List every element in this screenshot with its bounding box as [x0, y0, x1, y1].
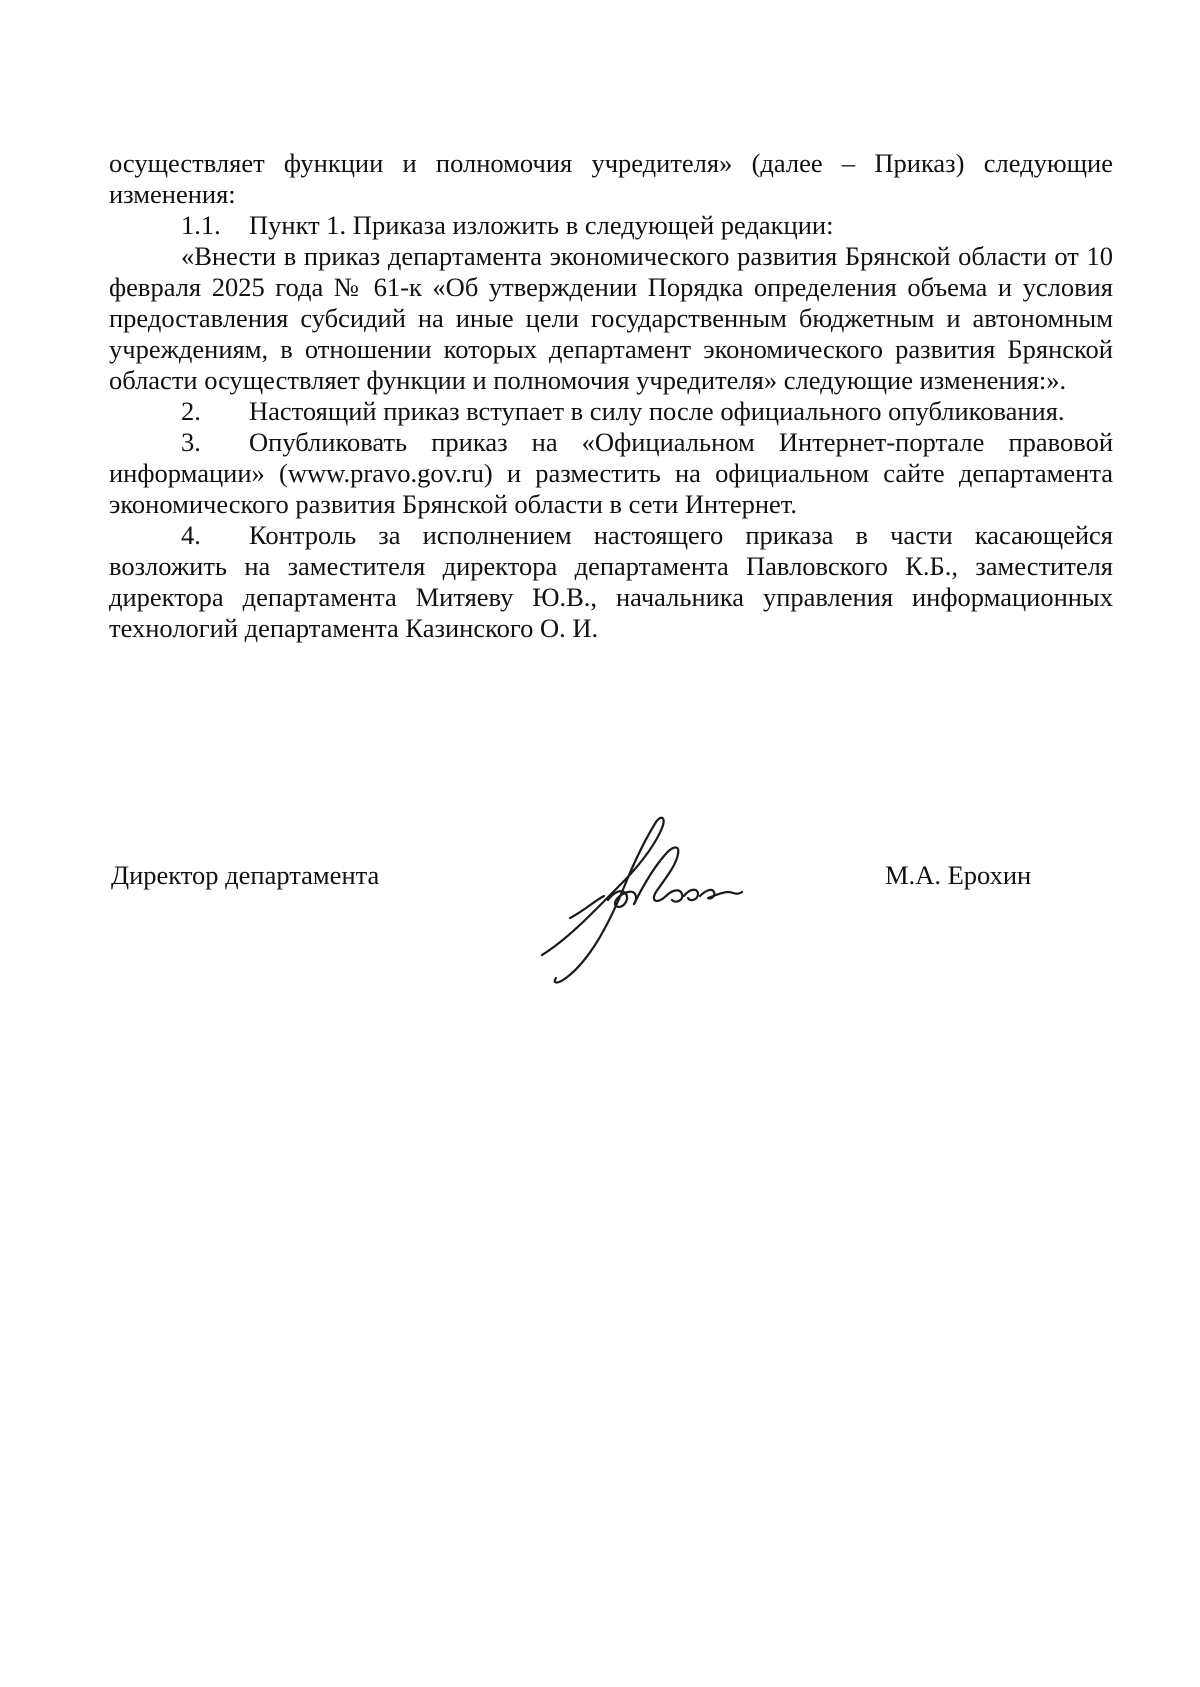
paragraph-number: 1.1. — [181, 210, 221, 240]
signature-block — [0, 860, 1200, 1000]
paragraph-3 — [109, 427, 1113, 520]
paragraph-text: Контроль за исполнением настоящего приказа в части касающейся возложить на заместителя директора департамента Павловского К.Б., заместителя директора департамента Митяеву Ю.В., начальника управления информационных технологий департамента Казинского О. И. — [109, 520, 1113, 643]
handwritten-signature — [530, 800, 780, 990]
signer-position: Директор департамента — [111, 860, 380, 890]
paragraph-text: Настоящий приказ вступает в силу после официального опубликования. — [249, 396, 1065, 426]
paragraph-text: «Внести в приказ департамента экономического развития Брянской области от 10 февраля 2025 года № 61-к «Об утверждении Порядка определения объема и условия предоставления субсидий на иные цели государственным бюджетным и автономным учреждениям, в отношении которых департамент экономического развития Брянской области осуществляет функции и полномочия учредителя» следующие изменения:». — [109, 241, 1113, 395]
paragraph-number: 3. — [181, 427, 201, 457]
paragraph-text: Пункт 1. Приказа изложить в следующей редакции: — [249, 210, 834, 240]
signer-name: М.А. Ерохин — [885, 860, 1032, 890]
paragraph-continuation — [109, 148, 1113, 210]
paragraph-2 — [109, 396, 1113, 427]
paragraph-number: 2. — [181, 396, 201, 426]
paragraph-text: Опубликовать приказ на «Официальном Интернет-портале правовой информации» (www.pravo.gov.ru) и разместить на официальном сайте департамента экономического развития Брянской области в сети Интернет. — [109, 427, 1113, 519]
paragraph-quoted-amendment — [109, 241, 1113, 396]
paragraph-1-1 — [109, 210, 1113, 241]
paragraph-number: 4. — [181, 520, 201, 550]
paragraph-text: осуществляет функции и полномочия учредителя» (далее – Приказ) следующие изменения: — [109, 148, 1113, 209]
paragraph-4 — [109, 520, 1113, 644]
document-body — [109, 148, 1113, 644]
